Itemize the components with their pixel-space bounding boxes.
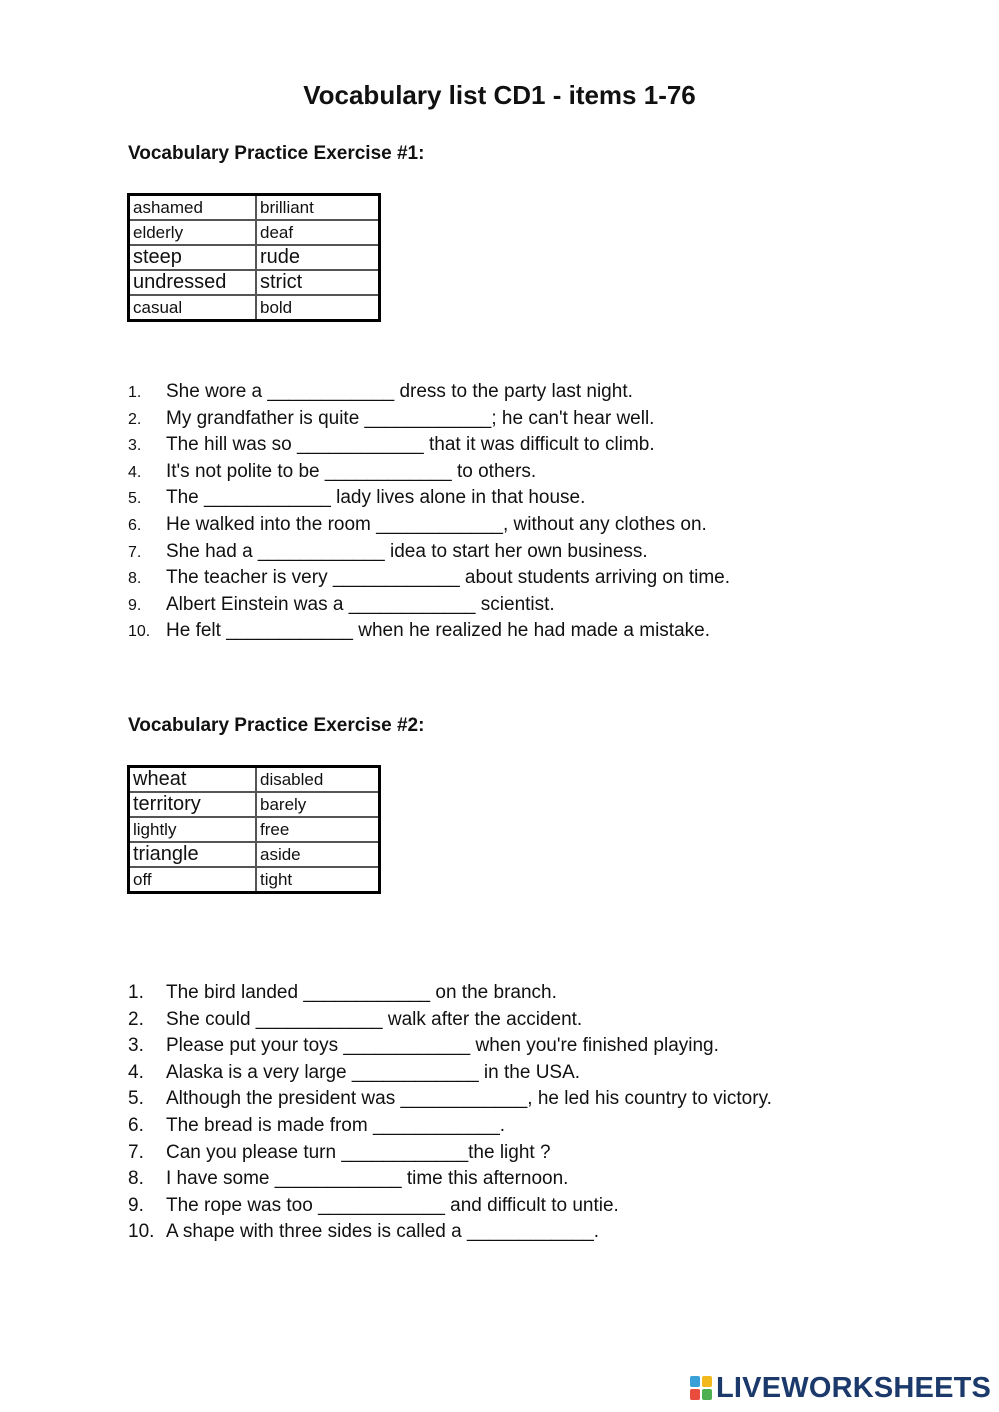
word-cell: barely (256, 792, 380, 817)
sentence-number: 4. (128, 463, 142, 481)
sentence-text: The ____________ lady lives alone in that house. (166, 487, 586, 509)
sentence-item (128, 539, 730, 566)
logo-square (702, 1389, 712, 1400)
sentence-item (128, 432, 730, 459)
sentence-text: The bird landed ____________ on the branch. (166, 982, 557, 1003)
sentence-item (128, 1007, 772, 1034)
word-cell: deaf (256, 220, 380, 245)
word-cell: elderly (129, 220, 257, 245)
sentence-number: 4. (128, 1061, 144, 1083)
sentence-text: He felt ____________ when he realized he had made a mistake. (166, 620, 710, 642)
sentence-text: Although the president was ____________, he led his country to victory. (166, 1088, 772, 1110)
word-cell: steep (129, 245, 257, 270)
sentence-item (128, 512, 730, 539)
word-row (129, 767, 380, 793)
sentence-text: I have some ____________ time this afternoon. (166, 1168, 569, 1190)
sentence-text: She had a ____________ idea to start her own business. (166, 540, 648, 562)
word-row (129, 792, 380, 817)
sentence-item (128, 1086, 772, 1113)
sentence-number: 6. (128, 1114, 144, 1136)
word-cell: tight (256, 867, 380, 893)
word-cell: brilliant (256, 195, 380, 221)
sentence-number: 2. (128, 1008, 144, 1030)
sentence-text: A shape with three sides is called a ____________. (166, 1221, 600, 1243)
word-cell: lightly (129, 817, 257, 842)
sentence-text: It's not polite to be ____________ to others. (166, 460, 537, 482)
sentence-text: Albert Einstein was a ____________ scientist. (166, 593, 555, 615)
word-cell: off (129, 867, 257, 893)
sentence-text: The hill was so ____________ that it was difficult to climb. (166, 434, 655, 456)
word-cell: territory (129, 792, 257, 817)
sentence-text: She could ____________ walk after the accident. (166, 1008, 583, 1030)
sentence-number: 8. (128, 1168, 144, 1190)
word-cell: rude (256, 245, 380, 270)
sentence-text: She wore a ____________ dress to the party last night. (166, 381, 633, 402)
sentence-item (128, 618, 730, 645)
exercise-2-heading: Vocabulary Practice Exercise #2: (128, 715, 425, 736)
sentence-item (128, 1140, 772, 1167)
sentence-item (128, 592, 730, 619)
word-cell: free (256, 817, 380, 842)
page-title: Vocabulary list CD1 - items 1-76 (303, 80, 696, 110)
word-cell: bold (256, 295, 380, 321)
sentence-text: The bread is made from ____________. (166, 1114, 506, 1136)
liveworksheets-wordmark: LIVEWORKSHEETS (716, 1371, 992, 1404)
sentence-text: Can you please turn ____________the light ? (166, 1141, 551, 1163)
logo-square (702, 1376, 712, 1387)
word-cell: strict (256, 270, 380, 295)
sentence-number: 8. (128, 570, 142, 588)
sentence-item (128, 1113, 772, 1140)
word-row (129, 817, 380, 842)
sentence-text: Please put your toys ____________ when you're finished playing. (166, 1035, 719, 1057)
sentence-item (128, 1060, 772, 1087)
sentence-item (128, 1166, 772, 1193)
liveworksheets-logo (690, 1372, 991, 1404)
sentence-number: 6. (128, 516, 142, 534)
word-row (129, 195, 380, 221)
sentence-number: 5. (128, 490, 142, 508)
sentence-number: 3. (128, 437, 142, 455)
sentence-item (128, 1033, 772, 1060)
sentence-number: 9. (128, 596, 142, 614)
sentence-item (128, 1219, 772, 1246)
logo-square (690, 1389, 700, 1400)
word-row (129, 270, 380, 295)
word-row (129, 295, 380, 321)
word-cell: aside (256, 842, 380, 867)
sentence-number: 10. (128, 623, 151, 641)
word-row (129, 245, 380, 270)
exercise-1-sentences (128, 379, 730, 645)
exercise-1-word-table (127, 193, 381, 322)
sentence-number: 10. (128, 1221, 155, 1243)
sentence-item (128, 459, 730, 486)
word-row (129, 220, 380, 245)
sentence-item (128, 1193, 772, 1220)
exercise-2-word-table (127, 765, 381, 894)
sentence-text: My grandfather is quite ____________; he can't hear well. (166, 407, 655, 429)
word-cell: ashamed (129, 195, 257, 221)
exercise-2-sentences (128, 980, 772, 1246)
sentence-item (128, 565, 730, 592)
word-row (129, 842, 380, 867)
sentence-item (128, 485, 730, 512)
sentence-number: 7. (128, 543, 142, 561)
sentence-number: 5. (128, 1088, 144, 1110)
sentence-number: 7. (128, 1141, 144, 1163)
sentence-number: 1. (128, 982, 144, 1003)
word-cell: casual (129, 295, 257, 321)
sentence-text: The rope was too ____________ and difficult to untie. (166, 1194, 619, 1216)
exercise-1-heading: Vocabulary Practice Exercise #1: (128, 143, 425, 164)
sentence-number: 1. (128, 384, 142, 401)
word-cell: disabled (256, 767, 380, 793)
sentence-number: 2. (128, 410, 142, 428)
sentence-text: Alaska is a very large ____________ in the USA. (166, 1061, 581, 1083)
sentence-number: 3. (128, 1035, 144, 1057)
sentence-item (128, 406, 730, 433)
word-cell: undressed (129, 270, 257, 295)
sentence-item (128, 980, 772, 1007)
word-cell: wheat (129, 767, 257, 793)
logo-square (690, 1376, 700, 1387)
word-cell: triangle (129, 842, 257, 867)
liveworksheets-mark-icon (690, 1376, 712, 1400)
word-row (129, 867, 380, 893)
sentence-text: He walked into the room ____________, without any clothes on. (166, 513, 707, 535)
sentence-text: The teacher is very ____________ about students arriving on time. (166, 567, 731, 589)
sentence-number: 9. (128, 1194, 144, 1216)
sentence-item (128, 379, 730, 406)
